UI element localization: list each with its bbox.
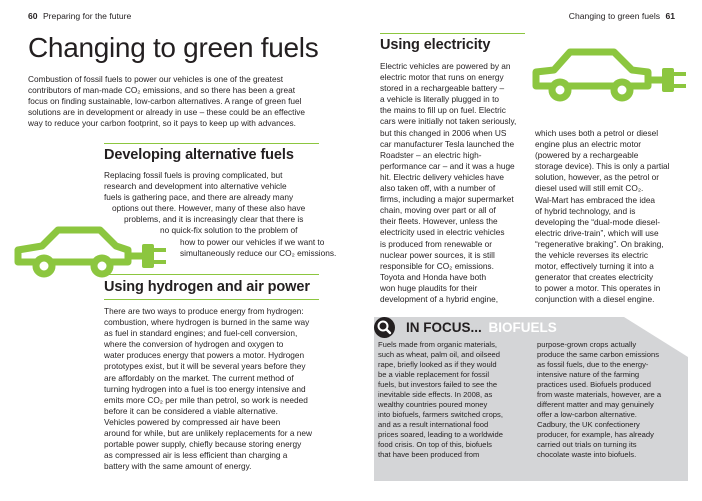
search-icon	[374, 317, 395, 338]
text-line: electric motor that runs on energy	[380, 72, 504, 83]
text-line: won huge plaudits for their	[380, 282, 478, 293]
text-line: problems, and it is increasingly clear that there is	[124, 214, 304, 225]
heading-developing: Developing alternative fuels	[104, 147, 294, 163]
text-line: the mains to fill up on fuel. Electric	[380, 105, 506, 116]
text-line: responsible for CO₂ emissions.	[380, 260, 494, 271]
text-line: is produced from renewable or	[380, 238, 493, 249]
text-line: are affordably on the market. The current method of	[104, 372, 294, 383]
text-line: inevitable side effects. In 2008, as	[378, 390, 493, 399]
text-line: portable power supply, chiefly because storing energy	[104, 439, 302, 450]
text-line: storage device). This is only a partial	[535, 161, 670, 172]
text-line: motor, effectively turning it into a	[535, 261, 654, 272]
text-line: combustion, where hydrogen is burned in the same way	[104, 317, 310, 328]
text-line: car manufacturer Tesla launched the	[380, 138, 515, 149]
text-line: of hybrid technology, and is	[535, 205, 636, 216]
text-line: Fuels made from organic materials,	[378, 340, 498, 349]
text-line: Roadster – an electric high-	[380, 149, 482, 160]
heading-hydrogen: Using hydrogen and air power	[104, 279, 310, 295]
text-line: emits more CO₂ per mile than petrol, so work is needed	[104, 394, 308, 405]
text-line: way to reduce your carbon footprint, so it pays to keep up with advances.	[28, 118, 296, 129]
text-line: focus on finding sustainable, low-carbon alternatives. A range of green fuel	[28, 96, 302, 107]
text-line: as fossil fuels, due to the energy-	[537, 360, 649, 369]
text-line: simultaneously reduce our CO₂ emissions.	[180, 247, 337, 258]
page-title: Changing to green fuels	[28, 32, 319, 63]
text-line: There are two ways to produce energy from hydrogen:	[104, 306, 304, 316]
infocus-topic: BIOFUELS	[488, 320, 557, 335]
text-line: also taken off, with a number of	[380, 183, 496, 194]
text-line: options out there. However, many of these also have	[112, 203, 306, 214]
electricity-column-1	[380, 61, 528, 305]
text-line: (powered by a rechargeable	[535, 150, 639, 161]
text-line: Cadbury, the UK confectionery	[537, 420, 640, 429]
text-line: be a viable replacement for fossil	[378, 370, 490, 379]
electric-car-plug-icon	[530, 42, 692, 108]
text-line: such as wheat, palm oil, and oilseed	[378, 350, 500, 359]
text-line: prototypes exist, but it will be several years before they	[104, 361, 306, 372]
text-line: stored in a rechargeable battery –	[380, 83, 505, 94]
text-line: Toyota and Honda have both	[380, 271, 487, 282]
text-line: into biofuels, farmers switched crops,	[378, 410, 503, 419]
text-line: but this changed in 2006 when US	[380, 127, 507, 138]
text-line: carried out trials on turning its	[537, 440, 637, 449]
section-rule	[380, 33, 525, 34]
text-line: Vehicles powered by compressed air have been	[104, 416, 281, 427]
infocus-column-1	[378, 340, 526, 460]
text-line: nuclear power sources, it is still	[380, 249, 495, 260]
text-line: and as a result international food	[378, 420, 489, 429]
text-line: conjunction with a diesel engine.	[535, 294, 655, 305]
text-line: electric drive-train”, which will use	[535, 227, 659, 238]
text-line: which uses both a petrol or diesel	[535, 128, 659, 138]
text-line: performance car – and it was a huge	[380, 160, 515, 171]
text-line: intensive nature of the farming	[537, 370, 640, 379]
text-line: where the conversion of hydrogen and oxygen to	[104, 339, 284, 350]
text-line: different matter and may genuinely	[537, 400, 654, 409]
text-line: that have been produced from	[378, 450, 480, 459]
text-line: development of a hybrid engine,	[380, 293, 499, 304]
text-line: purpose-grown crops actually	[537, 340, 637, 349]
text-line: water produces energy that powers a motor. Hydrogen	[104, 350, 305, 361]
text-line: around for while, but are unlikely replacements for a new	[104, 428, 312, 439]
text-line: research and development into alternative vehicle	[104, 181, 287, 192]
folio-right	[569, 11, 675, 21]
text-line: electricity used in electric vehicles	[380, 227, 505, 238]
page-number-left: 60	[28, 11, 38, 21]
text-line: solutions are in development or already in use – these could be an effective	[28, 107, 306, 118]
text-line: chocolate waste into biofuels.	[537, 450, 637, 459]
text-line: “regenerative braking”. On braking,	[535, 238, 664, 249]
text-line: fuels, but investors failed to see the	[378, 380, 498, 389]
text-line: Combustion of fossil fuels to power our vehicles is one of the greatest	[28, 74, 284, 84]
running-head-left: Preparing for the future	[42, 11, 132, 21]
text-line: Replacing fossil fuels is proving complicated, but	[104, 170, 283, 180]
text-line: their fleets. However, unless the	[380, 216, 498, 227]
text-line: producer, for example, has already	[537, 430, 654, 439]
infocus-title	[406, 320, 557, 335]
text-line: Electric vehicles are powered by an	[380, 61, 511, 71]
text-line: as fuel in standard engines; and fuel-cell conversion,	[104, 328, 298, 339]
text-line: contributors of man-made CO₂ emissions, and so there has been a great	[28, 85, 296, 96]
text-line: chain, moving over part or all of	[380, 205, 496, 216]
text-line: rape, briefly looked as if they would	[378, 360, 497, 369]
text-line: hit. Electric delivery vehicles have	[380, 171, 505, 182]
text-line: battery with the same amount of energy.	[104, 461, 252, 472]
section-rule	[104, 299, 319, 300]
electric-car-plug-icon	[12, 218, 170, 282]
text-line: a vehicle is literally plugged in to	[380, 94, 499, 105]
text-line: from waste materials, however, are a	[537, 390, 662, 399]
electricity-column-2	[535, 128, 685, 306]
text-line: cars were initially not taken seriously,	[380, 116, 517, 127]
text-line: wealthy countries poured money	[378, 400, 488, 409]
infocus-column-2	[537, 340, 685, 460]
text-line: engine plus an electric motor	[535, 139, 642, 150]
section-rule	[104, 274, 319, 275]
text-line: practices used. Biofuels produced	[537, 380, 651, 389]
text-line: food crisis. On top of this, biofuels	[378, 440, 492, 449]
text-line: produce the same carbon emissions	[537, 350, 659, 359]
text-line: developing the “dual-mode diesel-	[535, 216, 660, 227]
text-line: how to power our vehicles if we want to	[180, 236, 325, 247]
text-line: firms, including a major supermarket	[380, 194, 514, 205]
hydrogen-paragraph	[104, 306, 330, 472]
page-number-right: 61	[665, 11, 675, 21]
text-line: turning hydrogen into a fuel is too energy intensive and	[104, 383, 306, 394]
text-line: no quick-fix solution to the problem of	[160, 225, 298, 236]
folio-left	[28, 11, 131, 21]
text-line: offer a low-carbon alternative.	[537, 410, 637, 419]
text-line: Wal-Mart has embraced the idea	[535, 194, 656, 205]
text-line: as compressed air is less efficient than charging a	[104, 450, 288, 461]
text-line: the vehicle reverses its electric	[535, 250, 648, 261]
infocus-label: IN FOCUS...	[406, 320, 482, 335]
text-line: before it can be considered a viable alternative.	[104, 405, 278, 416]
text-line: prices soared, leading to a worldwide	[378, 430, 503, 439]
text-line: to power a motor. This operates in	[535, 283, 661, 294]
text-line: diesel used will still emit CO₂.	[535, 183, 644, 194]
section-rule	[104, 143, 319, 144]
intro-paragraph	[28, 74, 328, 129]
text-line: solution, however, as the petrol or	[535, 172, 660, 183]
text-line: fuels is gathering pace, and there are already many	[104, 192, 294, 203]
heading-electricity: Using electricity	[380, 37, 491, 53]
running-head-right: Changing to green fuels	[568, 11, 661, 21]
text-line: generator that creates electricity	[535, 272, 654, 283]
